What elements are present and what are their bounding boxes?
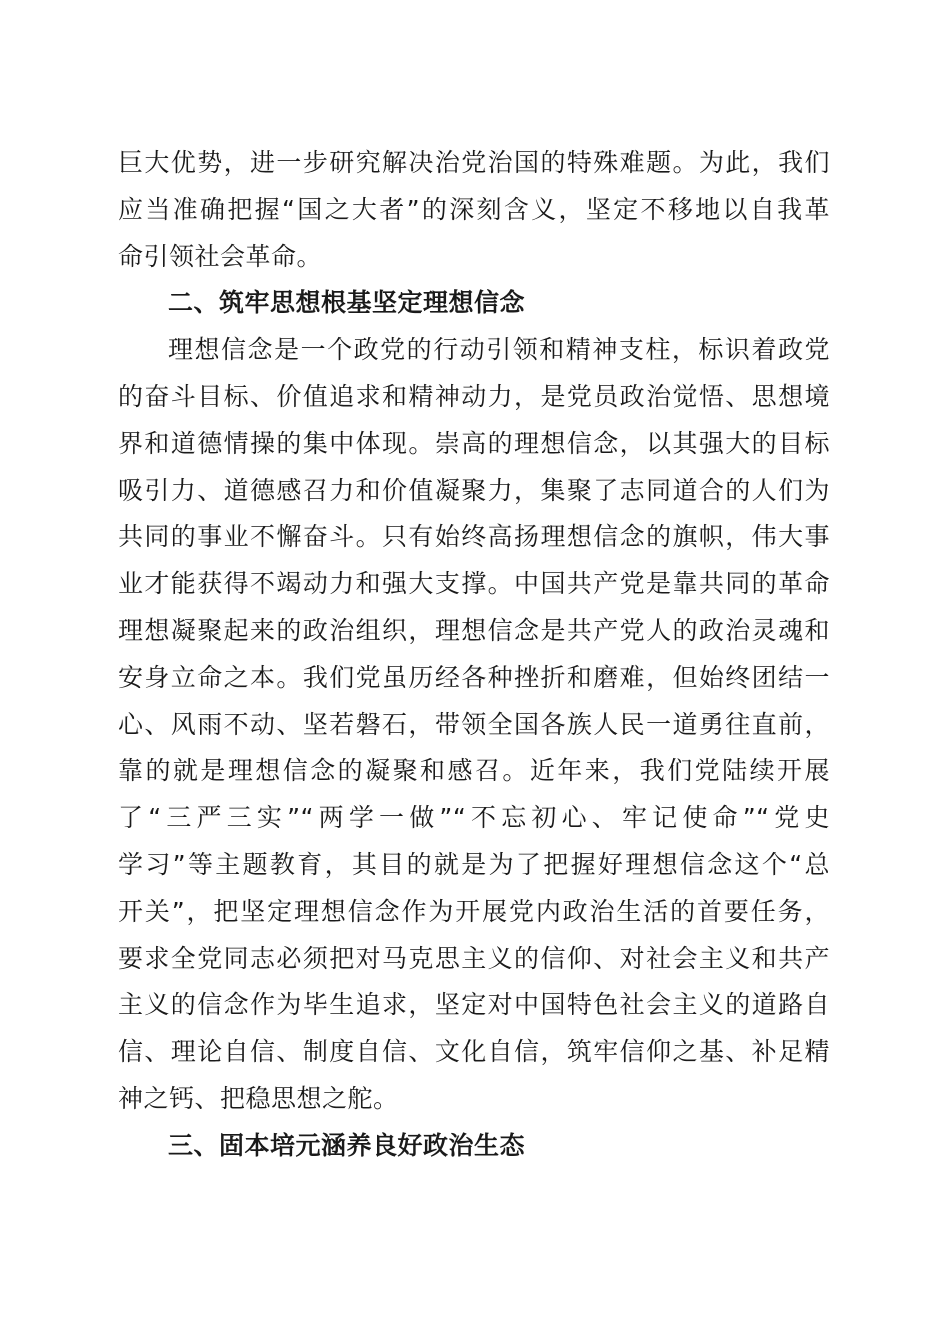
paragraph-line: 吸引力、道德感召力和价值凝聚力，集聚了志同道合的人们为 <box>118 475 830 505</box>
paragraph-line: 共同的事业不懈奋斗。只有始终高扬理想信念的旗帜，伟大事 <box>118 522 830 552</box>
paragraph-line: 的奋斗目标、价值追求和精神动力，是党员政治觉悟、思想境 <box>118 381 830 411</box>
paragraph-line: 要求全党同志必须把对马克思主义的信仰、对社会主义和共产 <box>118 943 830 973</box>
paragraph-line: 了“三严三实”“两学一做”“不忘初心、牢记使命”“党史 <box>118 803 830 833</box>
paragraph-line: 开关”，把坚定理想信念作为开展党内政治生活的首要任务， <box>118 896 830 926</box>
paragraph-line: 主义的信念作为毕生追求，坚定对中国特色社会主义的道路自 <box>118 990 830 1020</box>
paragraph-line: 巨大优势，进一步研究解决治党治国的特殊难题。为此，我们 <box>118 148 830 177</box>
intro-paragraph <box>118 140 830 280</box>
document-body <box>118 140 830 1170</box>
paragraph-line: 心、风雨不动、坚若磐石，带领全国各族人民一道勇往直前， <box>118 709 830 739</box>
section-heading-3: 三、固本培元涵养良好政治生态 <box>168 1130 526 1160</box>
paragraph-line: 应当准确把握“国之大者”的深刻含义，坚定不移地以自我革 <box>118 194 830 224</box>
paragraph-line: 理想信念是一个政党的行动引领和精神支柱，标识着政党 <box>168 335 830 365</box>
paragraph-line: 理想凝聚起来的政治组织，理想信念是共产党人的政治灵魂和 <box>118 615 830 645</box>
paragraph-line: 安身立命之本。我们党虽历经各种挫折和磨难，但始终团结一 <box>118 662 830 692</box>
paragraph-line: 靠的就是理想信念的凝聚和感召。近年来，我们党陆续开展 <box>118 756 830 786</box>
paragraph-line: 学习”等主题教育，其目的就是为了把握好理想信念这个“总 <box>118 849 830 879</box>
paragraph-line: 神之钙、把稳思想之舵。 <box>118 1083 399 1113</box>
paragraph-line: 信、理论自信、制度自信、文化自信，筑牢信仰之基、补足精 <box>118 1037 830 1067</box>
paragraph-line: 命引领社会革命。 <box>118 241 323 271</box>
section-heading-2: 二、筑牢思想根基坚定理想信念 <box>168 288 526 318</box>
paragraph-line: 界和道德情操的集中体现。崇高的理想信念，以其强大的目标 <box>118 428 830 458</box>
section-2-paragraph <box>118 327 830 1123</box>
paragraph-line: 业才能获得不竭动力和强大支撑。中国共产党是靠共同的革命 <box>118 569 830 599</box>
